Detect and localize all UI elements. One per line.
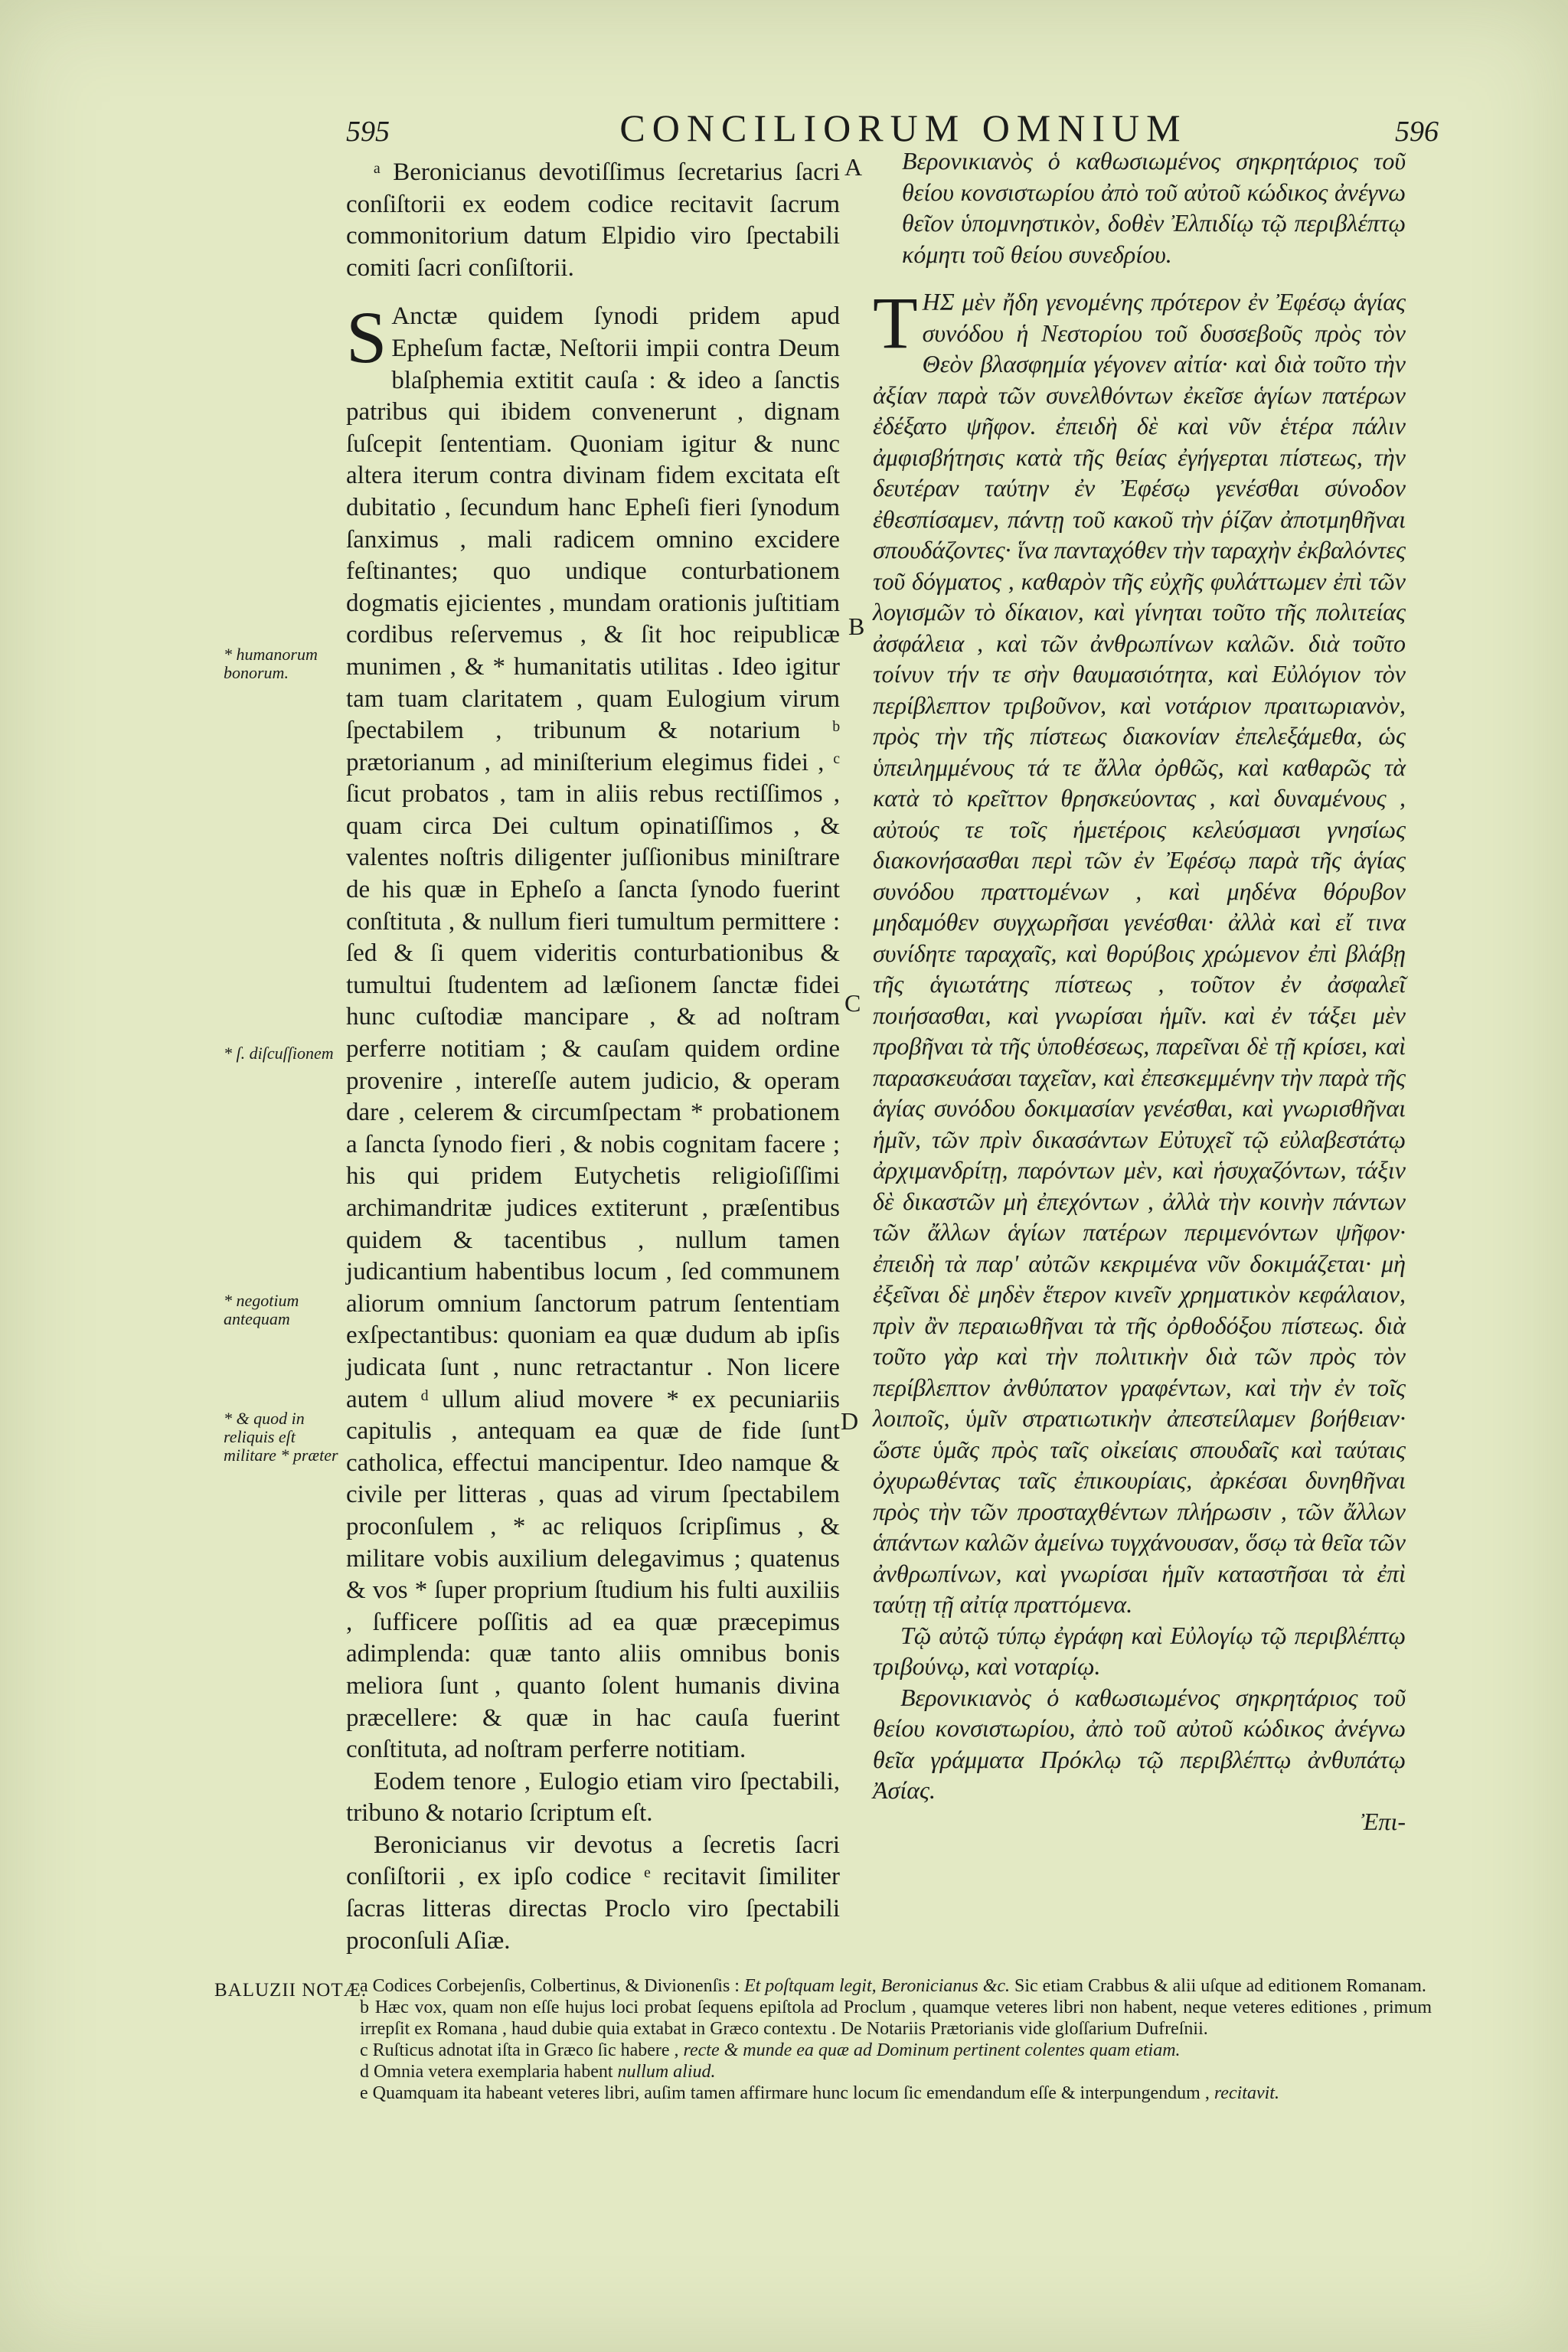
greek-body <box>873 282 1406 1620</box>
drop-cap: S <box>346 296 387 379</box>
margin-note: * & quod in reliquis eſt militare * præter <box>224 1409 338 1465</box>
margin-note: * humanorum bonorum. <box>224 645 318 682</box>
footnote-c: c Ruſticus adnotat iſta in Græco ſic habere , recte & munde ea quæ ad Dominum pertinent colentes quam etiam. <box>360 2040 1181 2060</box>
latin-paragraph: Eodem tenore , Eulogio etiam viro ſpectabili, tribuno & notario ſcriptum eſt. <box>346 1767 840 1828</box>
greek-intro: Βερονικιανὸς ὁ καθωσιωμένος σηκρητάριος τοῦ θείου κονσιστωρίου ἀπὸ τοῦ αὐτοῦ κώδικος ἀνέγνω θεῖον ὑπομνηστικὸν, δοθὲν Ἐλπιδίῳ τῷ περιβλέπτῳ κόμητι τοῦ θείου συνεδρίου. <box>902 147 1406 268</box>
footnotes <box>329 1975 1432 2104</box>
section-marker-c: C <box>844 989 861 1017</box>
footnote-e: e Quamquam ita habeant veteres libri, auſim tamen affirmare hunc locum ſic emendandum eſſe & interpungendum , recitavit. <box>360 2083 1279 2103</box>
running-title: CONCILIORUM OMNIUM <box>619 106 1187 149</box>
margin-note: * ſ. diſcuſſionem <box>224 1044 334 1063</box>
footnote-b: b Hæc vox, quam non eſſe hujus loci probat ſequens epiſtola ad Proclum , quamque veteres libri non habent, neque veteres editiones , primum irrepſit ex Romana , haud dubie quia extabat in Græco contextu . De Notariis Prætorianis vide gloſſarium Dufreſnii. <box>360 1998 1432 2039</box>
latin-body <box>346 296 840 1766</box>
footnote-a: a Codices Corbejenſis, Colbertinus, & Divionenſis : Et poſtquam legit, Beronicianus &c. Sic etiam Crabbus & alii uſque ad editionem Romanam. <box>360 1976 1426 1996</box>
greek-paragraph: Τῷ αὐτῷ τύπῳ ἐγράφη καὶ Εὐλογίῳ τῷ περιβλέπτῳ τριβούνῳ, καὶ νοταρίῳ. <box>873 1621 1406 1680</box>
section-marker-b: B <box>848 612 865 640</box>
footnote-d: d Omnia vetera exemplaria habent nullum aliud. <box>360 2062 716 2082</box>
page-number-right: 596 <box>1395 116 1439 148</box>
latin-intro: ᵃ Beronicianus devotiſſimus ſecretarius ſacri conſiſtorii ex eodem codice recitavit ſacrum commonitorium datum Elpidio viro ſpectabili comiti ſacri conſiſtorii. <box>346 158 840 282</box>
section-marker-a: A <box>844 153 863 181</box>
greek-body-text: ΗΣ μὲν ἤδη γενομένης πρότερον ἐν Ἐφέσῳ ἁγίας συνόδου ἡ Νεστορίου τοῦ δυσσεβοῦς πρὸς τὸν Θεὸν βλασφημία γέγονεν αἰτία· καὶ διὰ τοῦτο τὴν ἀξίαν παρὰ τῶν συνελθόντων ἐκεῖσε ἁγίων πατέρων ἐδέξατο ψῆφον. ἐπειδὴ δὲ καὶ νῦν ἑτέρα πάλιν ἀμφισβήτησις κατὰ τῆς θείας ἐγήγερται πίστεως, τὴν δευτέραν ταύτην ἐν Ἐφέσῳ γενέσθαι σύνοδον ἐθεσπίσαμεν, πάντῃ τοῦ κακοῦ τὴν ῥίζαν ἀποτμηθῆναι σπουδάζοντες· ἵνα πανταχόθεν τὴν ταραχὴν ἐκβαλόντες τοῦ δόγματος , καθαρὸν τῆς εὐχῆς φυλάττωμεν ἐπὶ τῶν λογισμῶν τὸ δίκαιον, καὶ γίνηται τοῦτο τῆς πολιτείας ἀσφάλεια , καὶ τῶν ἀνθρωπίνων καλῶν. διὰ τοῦτο τοίνυν τήν τε σὴν θαυμασιότητα, καὶ Εὐλόγιον τὸν περίβλεπτον τριβοῦνον, καὶ νοτάριον πραιτωριανὸν, πρὸς τὴν τῆς πίστεως διακονίαν ἐπελεξάμεθα, ὡς ὑπειλημμένους τά τε ἄλλα ὀρθῶς, καὶ καθαρῶς τὰ κατὰ τὸ κρεῖττον θρησκεύοντας , καὶ δυναμένους , αὐτούς τε τοῖς ἡμετέροις κελεύσμασι γνησίως διακονήσασθαι περὶ τῶν ἐν Ἐφέσῳ παρὰ τῆς ἁγίας συνόδου πραττομένων , καὶ μηδένα θόρυβον μηδαμόθεν συγχωρῆσαι γενέσθαι· ἀλλὰ καὶ εἴ τινα συνίδητε ταραχαῖς, καὶ θορύβοις χρώμενον ἐπὶ βλάβῃ τῆς ἁγιωτάτης πίστεως , τοῦτον ἐν ἀσφαλεῖ ποιήσασθαι, καὶ γνωρίσαι ἡμῖν. καὶ ἐν τάξει μὲν προβῆναι τὰ τῆς ὑποθέσεως, παρεῖναι δὲ τῇ κρίσει, καὶ παρασκευάσαι ταχεῖαν, καὶ ἐπεσκεμμένην τὴν παρὰ τῆς ἁγίας συνόδου δοκιμασίαν γενέσθαι, καὶ γνωρισθῆναι ἡμῖν, τῶν πρὶν δικασάντων Εὐτυχεῖ τῷ εὐλαβεστάτῳ ἀρχιμανδρίτῃ, παρόντων μὲν, καὶ ἡσυχαζόντων, τάξιν δὲ δικαστῶν μὴ ἐπεχόντων , ἀλλὰ τὴν κοινὴν πάντων τῶν ἄλλων ἁγίων πατέρων περιμενόντων ψῆφον· ἐπειδὴ τὰ παρ' αὐτῶν κεκριμένα νῦν δοκιμάζεται· μὴ ἐξεῖναι δὲ μηδὲν ἕτερον κινεῖν χρηματικὸν κεφάλαιον, πρὶν ἂν περαιωθῆναι τὰ τῆς ὀρθοδόξου πίστεως. διὰ τοῦτο γὰρ καὶ τὴν πολιτικὴν διὰ τῶν πρὸς τὸν περίβλεπτον ἀνθύπατον γραφέντων, καὶ τὴν ἐν τοῖς λοιποῖς, ὑμῖν στρατιωτικὴν ἀπεστείλαμεν βοήθειαν· ὥστε ὑμᾶς πρὸς ταῖς οἰκείαις σπουδαῖς καὶ ταύταις ὀχυρωθέντας ταῖς ἐπικουρίαις, ἀρκέσαι δυνηθῆναι πρὸς τὴν τῶν προσταχθέντων πλήρωσιν , τῶν ἄλλων ἁπάντων καλῶν ἀμείνω τυγχάνουσαν, ὅσῳ τὰ θεῖα τῶν ἀνθρωπίνων, καὶ γνωρίσαι ἡμῖν καταστῆσαι τὰ ἐπὶ ταύτῃ τῇ αἰτίᾳ πραττόμενα. <box>873 288 1406 1618</box>
drop-cap: Τ <box>873 282 918 364</box>
page-number-left: 595 <box>346 116 390 148</box>
latin-body-text: Anctæ quidem ſynodi pridem apud Epheſum factæ, Neſtorii impii contra Deum blaſphemia extitit cauſa : & ideo a ſanctis patribus qui ibidem convenerunt , dignam ſuſcepit ſententiam. Quoniam igitur & nunc altera iterum contra divinam fidem excitata eſt dubitatio , ſecundum hanc Epheſi fieri ſynodum ſanximus , mali radicem omnino excidere feſtinantes; quo undique conturbationem dogmatis ejicientes , mundam orationis juſtitiam cordibus reſervemus , & ſit hoc reipublicæ munimen , & * humanitatis utilitas . Ideo igitur tam tuam claritatem , quam Eulogium virum ſpectabilem , tribunum & notarium ᵇ prætorianum , ad miniſterium elegimus fidei , ᶜ ſicut probatos , tam in aliis rebus rectiſſimos , quam circa Dei cultum opinatiſſimos , & valentes noſtris diligenter juſſionibus miniſtrare de his quæ in Epheſo a ſancta ſynodo fuerint conſtituta , & nullum fieri tumultum permittere : ſed & ſi quem videritis conturbationibus & tumultui ſtudentem ad læſionem ſanctæ fidei hunc cuſtodiæ mancipare , & ad noſtram perferre notitiam ; & cauſam quidem ordine provenire , intereſſe autem judicio, & operam dare , celerem & circumſpectam * probationem a ſancta ſynodo fieri , & nobis cognitam facere ; his qui pridem Eutychetis religioſiſſimi archimandritæ judices extiterunt , præſentibus quidem & tacentibus , nullum tamen judicantium habentibus locum , ſed communem aliorum omnium ſanctorum patrum ſententiam exſpectantibus: quoniam ea quæ dudum ab ipſis judicata ſunt , nunc retractantur . Non licere autem ᵈ ullum aliud movere * ex pecuniariis capitulis , antequam ea quæ de fide ſunt catholica, effectui mancipentur. Ideo namque & civile per litteras , quas ad virum ſpectabilem proconſulem , * ac reliquos ſcripſimus , & militare vobis auxilium delegavimus ; quatenus & vos * ſuper proprium ſtudium his fulti auxiliis , ſufficere poſſitis ad ea quæ præcepimus adimplenda: quæ tanto aliis omnibus bonis meliora ſunt , quanto ſolent humanis divina præcellere: & quæ in hac cauſa fuerint conſtituta, ad noſtram perferre notitiam. <box>346 302 840 1764</box>
latin-column <box>346 157 840 1957</box>
greek-paragraph: Βερονικιανὸς ὁ καθωσιωμένος σηκρητάριος τοῦ θείου κονσιστωρίου, ἀπὸ τοῦ αὐτοῦ κώδικος ἀνέγνω θεῖα γράμματα Πρόκλῳ τῷ περιβλέπτῳ ἀνθυπάτῳ Ἀσίας. <box>873 1683 1406 1804</box>
margin-note: * negotium antequam <box>224 1291 299 1328</box>
latin-paragraph: Beronicianus vir devotus a ſecretis ſacri conſiſtorii , ex ipſo codice ᵉ recitavit ſimiliter ſacras litteras directas Proclo viro ſpectabili proconſuli Aſiæ. <box>346 1831 840 1955</box>
greek-column <box>873 145 1406 1837</box>
section-marker-d: D <box>841 1407 859 1435</box>
catchword: Ἐπι- <box>1361 1807 1406 1835</box>
footnotes-label: BALUZII NOTÆ. <box>214 1980 368 2001</box>
